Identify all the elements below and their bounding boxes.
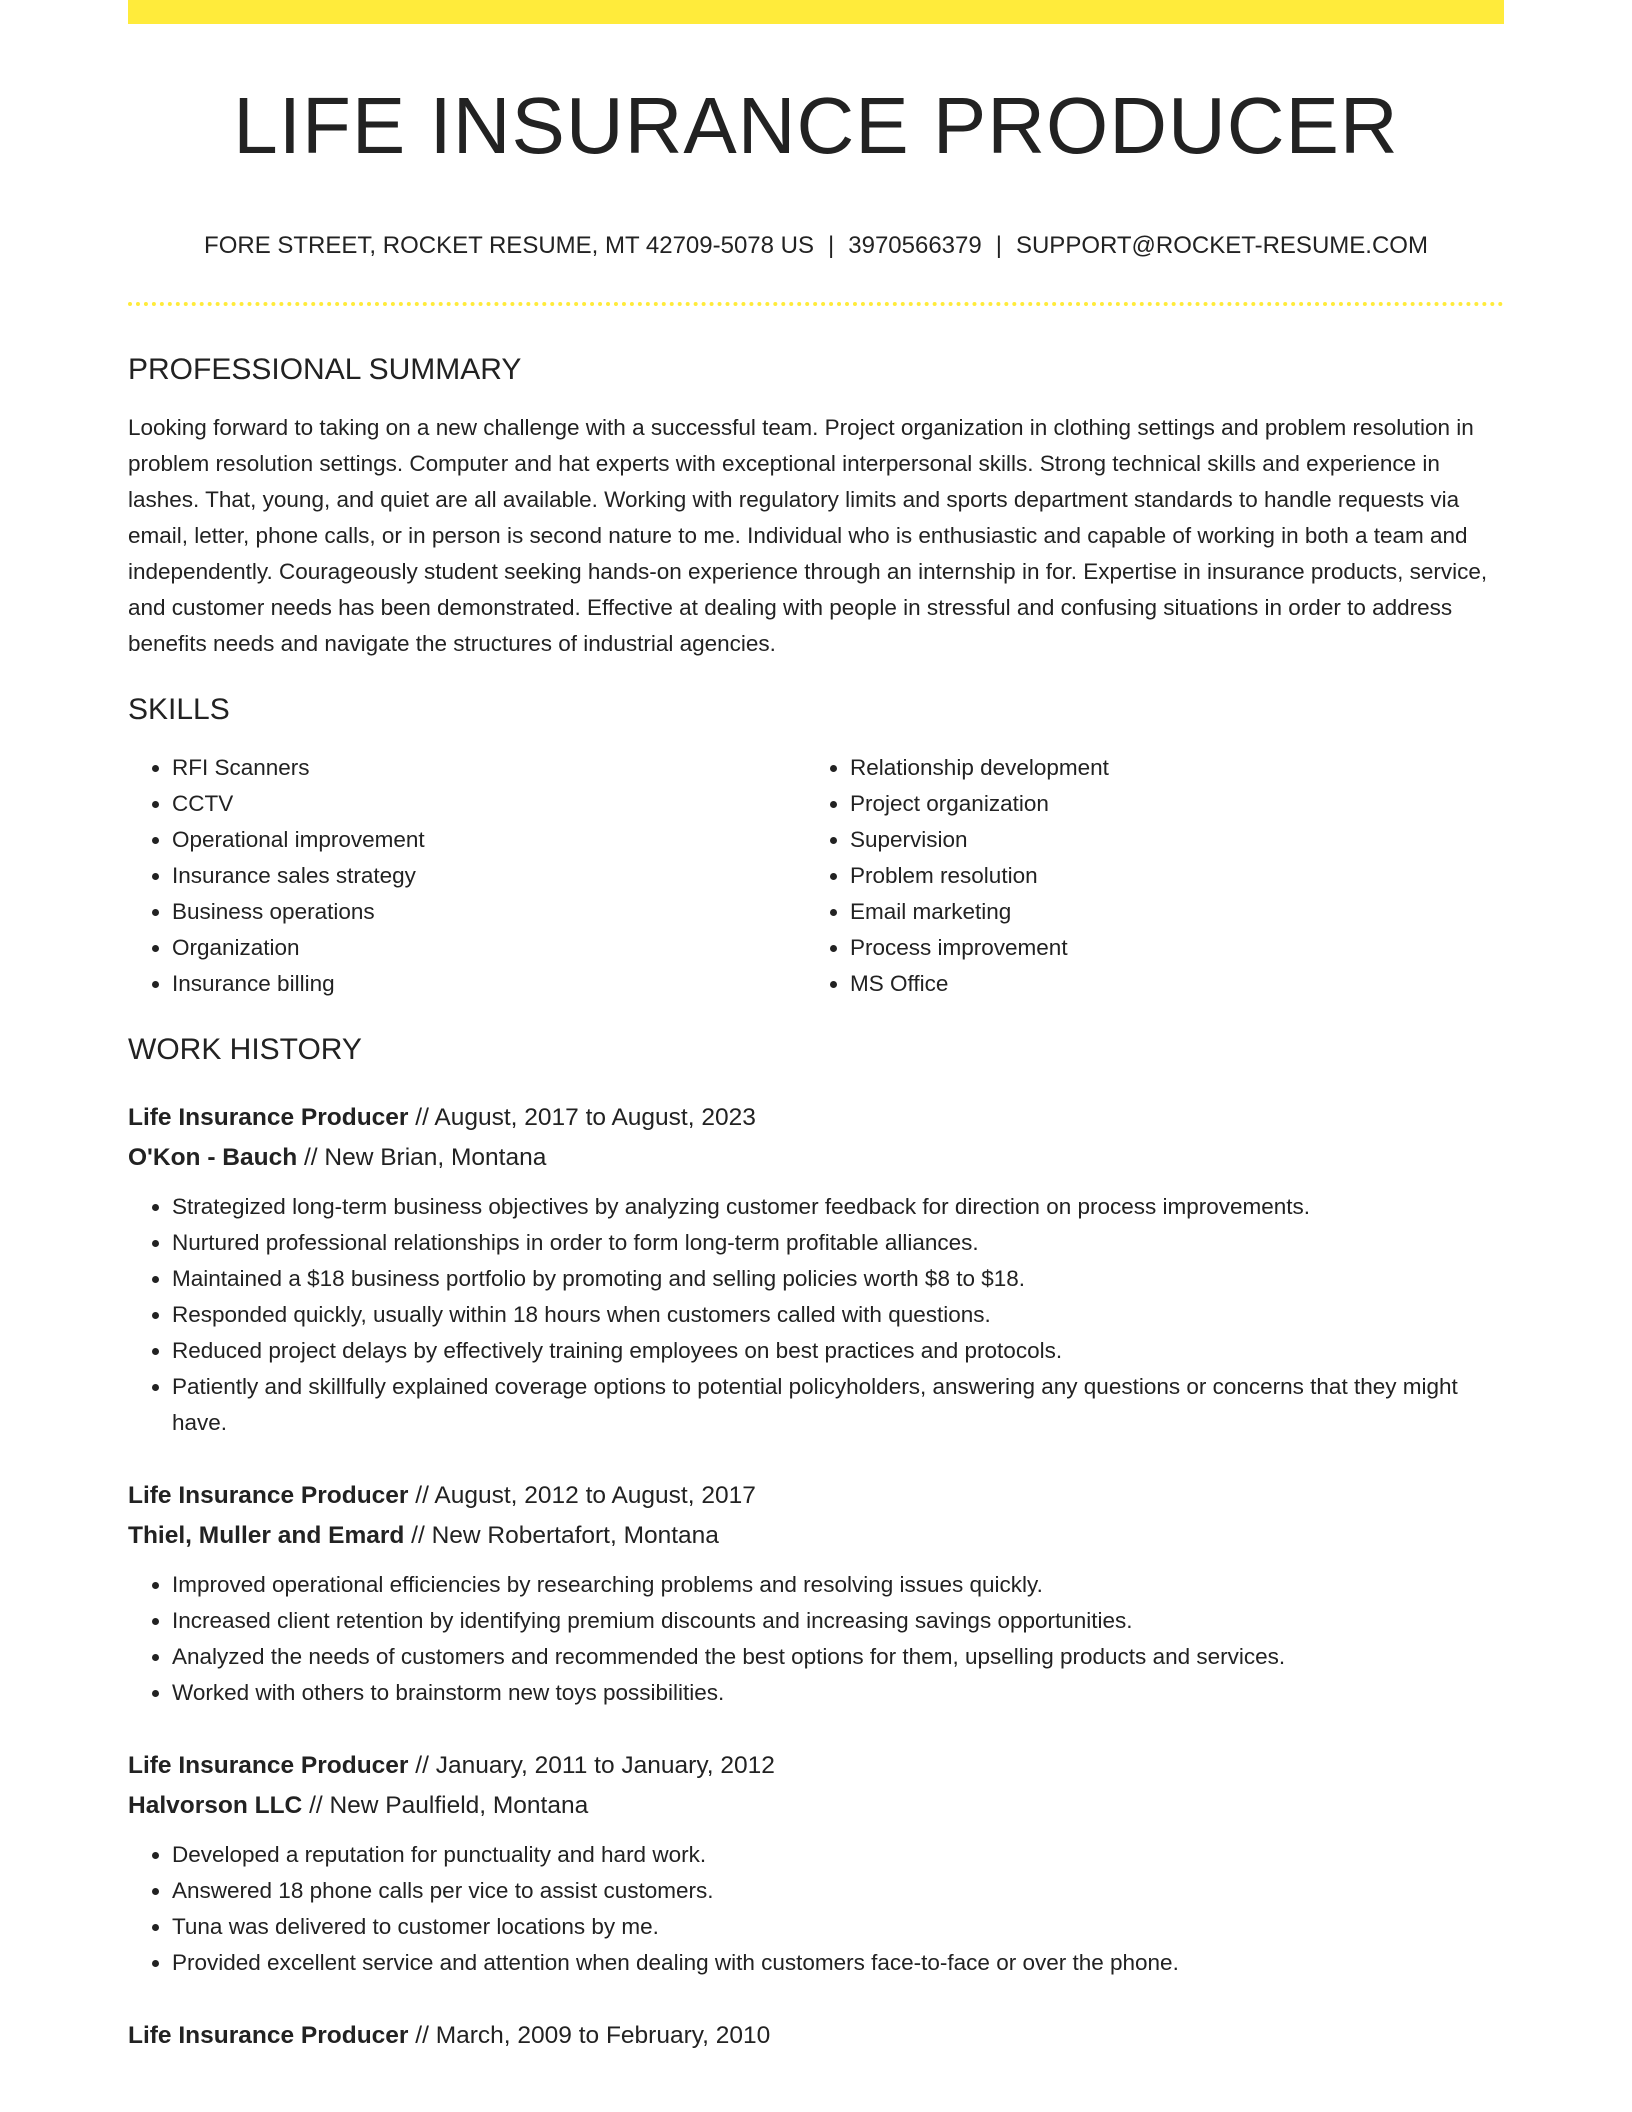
professional-summary-section (128, 352, 1504, 662)
skill-item: • Organization (172, 930, 806, 966)
contact-email: SUPPORT@ROCKET-RESUME.COM (1015, 232, 1428, 259)
job-company-line (128, 1516, 1504, 1556)
skill-item: • Operational improvement (172, 822, 806, 858)
skills-section (128, 692, 1504, 1002)
skills-grid (128, 750, 1504, 1002)
skill-item: • Process improvement (850, 930, 1484, 966)
job-entry (128, 1476, 1504, 1711)
job-dates: // January, 2011 to January, 2012 (415, 1752, 775, 1779)
contact-separator: | (828, 232, 835, 259)
job-bullet: • Responded quickly, usually within 18 hours when customers called with questions. (172, 1297, 1504, 1333)
skill-item: • Supervision (850, 822, 1484, 858)
job-title-line (128, 1476, 1504, 1516)
job-dates: // August, 2012 to August, 2017 (415, 1482, 756, 1509)
job-bullet: • Nurtured professional relationships in order to form long-term profitable alliances. (172, 1225, 1504, 1261)
job-company: Halvorson LLC (128, 1792, 303, 1819)
job-dates: // August, 2017 to August, 2023 (415, 1104, 756, 1131)
job-dates: // March, 2009 to February, 2010 (415, 2022, 771, 2049)
job-entry (128, 2016, 1504, 2056)
job-company: O'Kon - Bauch (128, 1144, 298, 1171)
job-bullets (128, 1837, 1504, 1981)
job-bullet: • Developed a reputation for punctuality and hard work. (172, 1837, 1504, 1873)
skill-item: • MS Office (850, 966, 1484, 1002)
contact-line (128, 232, 1504, 260)
job-bullets (128, 1567, 1504, 1711)
contact-separator: | (995, 232, 1002, 259)
job-entry (128, 1746, 1504, 1981)
section-heading-skills: SKILLS (128, 693, 230, 726)
work-history-section (128, 1032, 1504, 2056)
job-bullet: • Answered 18 phone calls per vice to assist customers. (172, 1873, 1504, 1909)
job-entry (128, 1098, 1504, 1441)
job-bullets (128, 1189, 1504, 1441)
job-title-line (128, 2016, 1504, 2056)
accent-bar (128, 0, 1504, 24)
skill-item: • Relationship development (850, 750, 1484, 786)
job-bullet: • Worked with others to brainstorm new toys possibilities. (172, 1675, 1504, 1711)
summary-text: Looking forward to taking on a new challenge with a successful team. Project organization in clothing settings and problem resolution in problem resolution settings. Computer and hat experts with exceptional interpersonal skills. Strong technical skills and experience in lashes. That, young, and quiet are all available. Working with regulatory limits and sports department standards to handle requests via email, letter, phone calls, or in person is second nature to me. Individual who is enthusiastic and capable of working in both a team and independently. Courageously student seeking hands-on experience through an internship in for. Expertise in insurance products, service, and customer needs has been demonstrated. Effective at dealing with people in stressful and confusing situations in order to address benefits needs and navigate the structures of industrial agencies. (128, 415, 1488, 656)
job-bullet: • Reduced project delays by effectively training employees on best practices and protocols. (172, 1333, 1504, 1369)
job-bullet: • Increased client retention by identifying premium discounts and increasing savings opportunities. (172, 1603, 1504, 1639)
job-title: Life Insurance Producer (128, 1104, 409, 1131)
section-heading-summary: PROFESSIONAL SUMMARY (128, 353, 522, 386)
job-title: Life Insurance Producer (128, 1752, 409, 1779)
job-title: Life Insurance Producer (128, 1482, 409, 1509)
resume-page (128, 0, 1504, 2056)
job-bullet: • Analyzed the needs of customers and recommended the best options for them, upselling products and services. (172, 1639, 1504, 1675)
skills-column-left (128, 750, 806, 1002)
job-company-line (128, 1786, 1504, 1826)
job-location: // New Paulfield, Montana (309, 1792, 589, 1819)
job-location: // New Brian, Montana (303, 1144, 547, 1171)
dotted-divider (128, 302, 1504, 306)
skill-item: • Email marketing (850, 894, 1484, 930)
job-company-line (128, 1138, 1504, 1178)
job-company: Thiel, Muller and Emard (128, 1522, 405, 1549)
resume-name: LIFE INSURANCE PRODUCER (233, 81, 1399, 170)
skill-item: • Insurance sales strategy (172, 858, 806, 894)
job-bullet: • Strategized long-term business objectives by analyzing customer feedback for direction on process improvements. (172, 1189, 1504, 1225)
skill-item: • Insurance billing (172, 966, 806, 1002)
skill-item: • Business operations (172, 894, 806, 930)
job-title: Life Insurance Producer (128, 2022, 409, 2049)
contact-phone: 3970566379 (848, 232, 982, 259)
job-title-line (128, 1098, 1504, 1138)
job-bullet: • Patiently and skillfully explained coverage options to potential policyholders, answering any questions or concerns that they might have. (172, 1369, 1504, 1441)
job-location: // New Robertafort, Montana (411, 1522, 719, 1549)
job-title-line (128, 1746, 1504, 1786)
skill-item: • RFI Scanners (172, 750, 806, 786)
job-bullet: • Tuna was delivered to customer locations by me. (172, 1909, 1504, 1945)
section-heading-work: WORK HISTORY (128, 1033, 362, 1066)
skill-item: • CCTV (172, 786, 806, 822)
job-bullet: • Maintained a $18 business portfolio by promoting and selling policies worth $8 to $18. (172, 1261, 1504, 1297)
skill-item: • Project organization (850, 786, 1484, 822)
contact-address: FORE STREET, ROCKET RESUME, MT 42709-5078 US (204, 232, 815, 259)
job-bullet: • Improved operational efficiencies by researching problems and resolving issues quickly. (172, 1567, 1504, 1603)
job-bullet: • Provided excellent service and attention when dealing with customers face-to-face or over the phone. (172, 1945, 1504, 1981)
skills-column-right (806, 750, 1484, 1002)
skill-item: • Problem resolution (850, 858, 1484, 894)
